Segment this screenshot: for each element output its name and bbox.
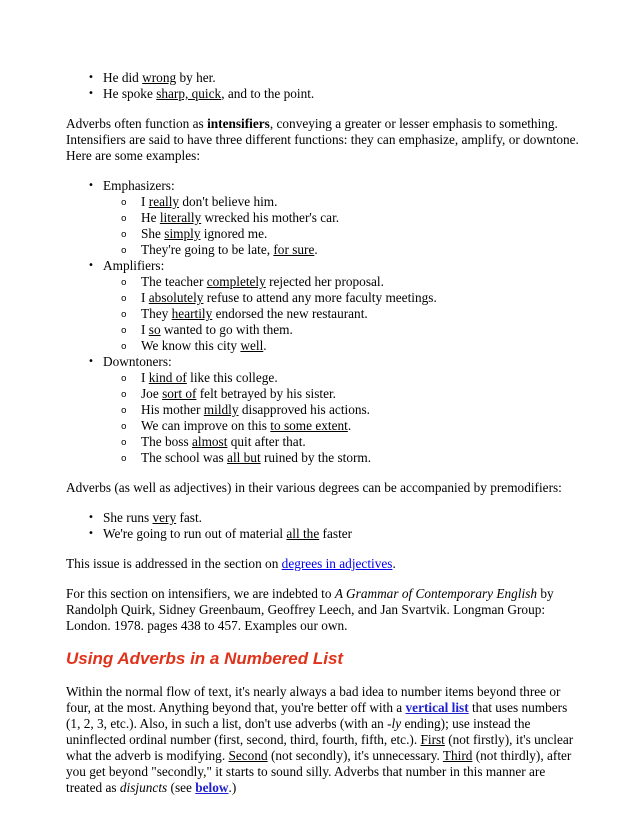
list-item: o We can improve on this to some extent. xyxy=(141,418,581,434)
list-item: o The boss almost quit after that. xyxy=(141,434,581,450)
list-item: o I kind of like this college. xyxy=(141,370,581,386)
list-item: o She simply ignored me. xyxy=(141,226,581,242)
list-item: o The school was all but ruined by the storm. xyxy=(141,450,581,466)
list-item: o His mother mildly disapproved his actions. xyxy=(141,402,581,418)
list-item: o They heartily endorsed the new restaurant. xyxy=(141,306,581,322)
intensifier-groups-list xyxy=(66,178,581,466)
intensifiers-paragraph: Adverbs often function as intensifiers, conveying a greater or lesser emphasis to something. Intensifiers are said to have three different functions: they can emphasize, amplify, or downtone. Here are some examples: xyxy=(66,116,579,163)
list-item: o I absolutely refuse to attend any more faculty meetings. xyxy=(141,290,581,306)
below-link[interactable]: below xyxy=(195,780,229,795)
list-item: o Joe sort of felt betrayed by his sister. xyxy=(141,386,581,402)
group-amplifiers: • Amplifiers: o The teacher completely rejected her proposal. o I absolutely refuse to attend any more faculty meetings. o They heartily endorsed the new restaurant. o I so wanted to go with them. o We know this city well. xyxy=(103,258,581,354)
list-item: • He did wrong by her. xyxy=(103,70,581,86)
intro-example-list xyxy=(66,70,581,102)
list-item: o I really don't believe him. xyxy=(141,194,581,210)
list-item: o We know this city well. xyxy=(141,338,581,354)
premodifier-example-list xyxy=(66,510,581,542)
group-downtoners: • Downtoners: o I kind of like this college. o Joe sort of felt betrayed by his sister. o His mother mildly disapproved his actions. o We can improve on this to some extent. o The boss almost quit after that. o The school was all but ruined by the storm. xyxy=(103,354,581,466)
degrees-in-adjectives-link[interactable]: degrees in adjectives xyxy=(281,556,393,571)
section-heading: Using Adverbs in a Numbered List xyxy=(66,649,344,668)
list-item: o The teacher completely rejected her proposal. xyxy=(141,274,581,290)
document-body xyxy=(66,70,581,796)
list-item: o He literally wrecked his mother's car. xyxy=(141,210,581,226)
list-item: • He spoke sharp, quick, and to the point. xyxy=(103,86,581,102)
list-item: • We're going to run out of material all the faster xyxy=(103,526,581,542)
issue-paragraph: This issue is addressed in the section on degrees in adjectives. xyxy=(66,556,396,571)
premodifiers-paragraph: Adverbs (as well as adjectives) in their various degrees can be accompanied by premodifiers: xyxy=(66,480,562,495)
group-emphasizers: • Emphasizers: o I really don't believe him. o He literally wrecked his mother's car. o She simply ignored me. o They're going to be late, for sure. xyxy=(103,178,581,258)
credit-paragraph: For this section on intensifiers, we are indebted to A Grammar of Contemporary English by Randolph Quirk, Sidney Greenbaum, Geoffrey Leech, and Jan Svartvik. Longman Group: London. 1978. pages 438 to 457. Examples our own. xyxy=(66,586,554,633)
list-item: o I so wanted to go with them. xyxy=(141,322,581,338)
list-item: o They're going to be late, for sure. xyxy=(141,242,581,258)
vertical-list-link[interactable]: vertical list xyxy=(405,700,469,715)
numbered-list-paragraph: Within the normal flow of text, it's nearly always a bad idea to number items beyond three or four, at the most. Anything beyond that, you're better off with a vertical list that uses numbers (1, 2, 3, etc.). Also, in such a list, don't use adverbs (with an -ly ending); use instead the uninflected ordinal number (first, second, third, fourth, fifth, etc.). First (not firstly), it's unclear what the adverb is modifying. Second (not secondly), it's unnecessary. Third (not thirdly), after you get beyond "secondly," it starts to sound silly. Adverbs that number in this manner are treated as disjuncts (see below.) xyxy=(66,684,574,795)
list-item: • She runs very fast. xyxy=(103,510,581,526)
